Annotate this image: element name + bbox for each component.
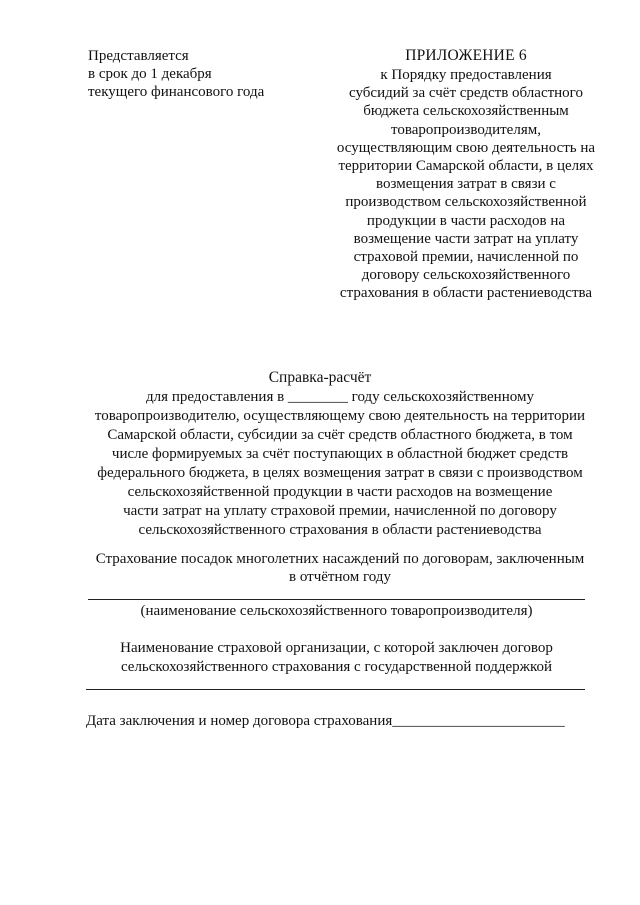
submission-note-line: текущего финансового года [88, 84, 265, 100]
producer-name-line[interactable] [88, 599, 585, 600]
annex-line: страхования в области растениеводства [339, 285, 593, 302]
submission-note [88, 47, 298, 101]
insurer-label-line: сельскохозяйственного страхования с государственной поддержкой [120, 659, 553, 675]
annex-line: продукции в части расходов на [366, 212, 566, 229]
body-line: числе формируемых за счёт поступающих в областной бюджет средств [111, 446, 569, 462]
body-line: части затрат на уплату страховой премии, начисленной по договору [123, 503, 557, 519]
insurer-label [88, 639, 585, 677]
document-heading: Справка-расчёт [268, 369, 372, 386]
submission-note-line: Представляется [88, 48, 189, 64]
annex-title: ПРИЛОЖЕНИЕ 6 [405, 47, 527, 64]
annex-line: территории Самарской области, в целях [338, 158, 594, 175]
body-line: Самарской области, субсидии за счёт средств областного бюджета, в том [107, 427, 573, 443]
annex-line: бюджета сельскохозяйственным [363, 103, 569, 120]
insurer-label-line: Наименование страховой организации, с которой заключен договор [120, 640, 553, 656]
body-line: для предоставления в ________ году сельскохозяйственному [146, 389, 534, 405]
insurance-type-line: в отчётном году [289, 569, 391, 585]
annex-line: возмещение части затрат на уплату [353, 230, 579, 247]
annex-block [316, 47, 616, 303]
annex-line: производством сельскохозяйственной [345, 194, 587, 211]
annex-line: возмещения затрат в связи с [376, 176, 556, 193]
insurance-type-line: Страхование посадок многолетних насаждений по договорам, заключенным [95, 551, 585, 567]
annex-line: страховой премии, начисленной по [353, 249, 579, 266]
contract-date-number-field[interactable]: Дата заключения и номер договора страхования_______________________ [86, 713, 565, 729]
body-line: сельскохозяйственного страхования в области растениеводства [138, 522, 542, 538]
insurer-name-line[interactable] [86, 689, 585, 690]
body-line: сельскохозяйственной продукции в части расходов на возмещение [127, 484, 553, 500]
insurance-type [70, 550, 610, 586]
body-line: товаропроизводителю, осуществляющему свою деятельность на территории [94, 408, 586, 424]
annex-line: к Порядку предоставления [380, 67, 552, 83]
annex-line: договору сельскохозяйственного [361, 267, 571, 284]
annex-line: товаропроизводителям, [391, 121, 541, 138]
body-line: федерального бюджета, в целях возмещения затрат в связи с производством [97, 465, 583, 481]
document-body [70, 388, 610, 540]
annex-line: субсидий за счёт средств областного [349, 85, 583, 102]
submission-note-line: в срок до 1 декабря [88, 66, 212, 82]
producer-name-caption: (наименование сельскохозяйственного товаропроизводителя) [140, 603, 533, 619]
annex-line: осуществляющим свою деятельность на [336, 139, 596, 156]
